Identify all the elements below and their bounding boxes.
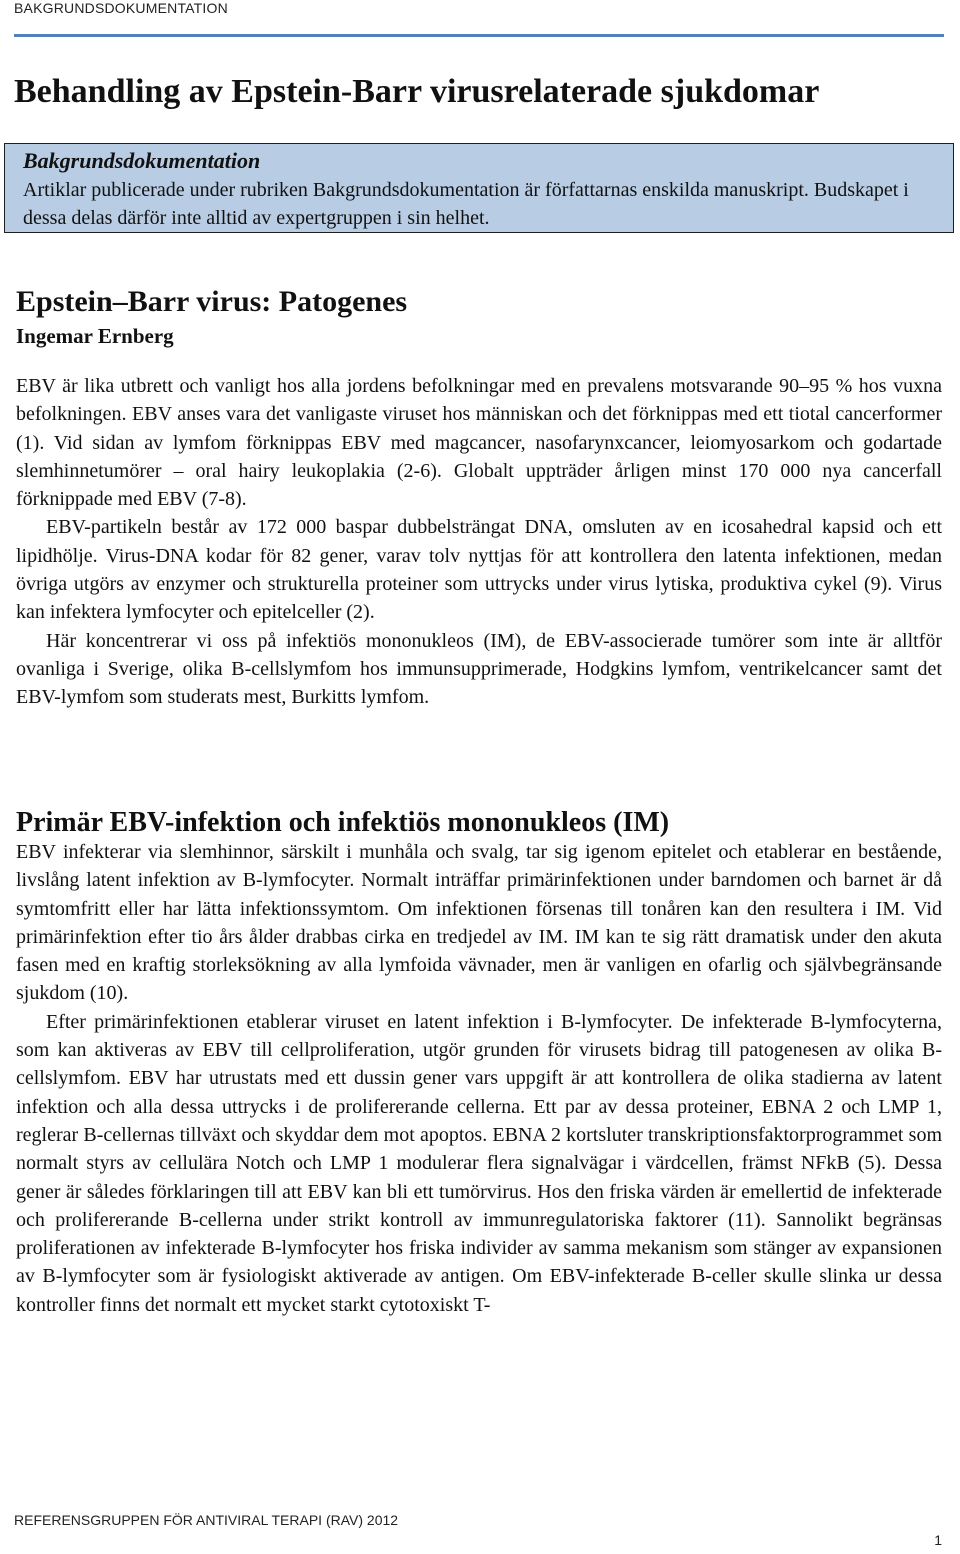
- header-rule: [14, 34, 944, 37]
- paragraph: EBV är lika utbrett och vanligt hos alla jordens befolkningar med en prevalens motsvarande 90–95 % hos vuxna befolkningen. EBV anses vara det vanligaste viruset hos människan och det förknippas med ett tiotal cancerformer (1). Vid sidan av lymfom förknippas EBV med magcancer, nasofarynxcancer, leiomyosarkom och godartade slemhinnetumörer – oral hairy leukoplakia (2-6). Globalt uppträder årligen minst 170 000 nya cancerfall förknippade med EBV (7-8).: [16, 375, 942, 511]
- paragraph: Efter primärinfektionen etablerar viruset en latent infektion i B-lymfocyter. De infekterade B-lymfocyterna, som kan aktiveras av EBV till cellproliferation, utgör grunden för virusets bidrag till patogenesen av olika B-cellslymfom. EBV har utrustats med ett dussin gener vars uppgift är att kontrollera de olika stadierna av latent infektion och alla dessa uttrycks i de prolifererande cellerna. Ett par av dessa proteiner, EBNA 2 och LMP 1, reglerar B-cellernas tillväxt och skyddar dem mot apoptos. EBNA 2 kortsluter transkriptionsfaktorprogrammet som normalt styrs av cellulära Notch och LMP 1 modulerar flera signalvägar i värdcellen, främst NFkB (5). Dessa gener är således förklaringen till att EBV kan bli ett tumörvirus. Hos den friska värden är emellertid de infekterade och prolifererande B-cellerna under strikt kontroll av immunregulatoriska faktorer (11). Sannolikt begränsas proliferationen av infekterade B-lymfocyter hos friska individer av samma mekanism som stänger av expansionen av B-lymfocyter som är fysiologiskt aktiverade av antigen. Om EBV-infekterade B-celler skulle slinka ur dessa kontroller finns det normalt ett mycket starkt cytotoxiskt T-: [16, 1010, 942, 1316]
- disclaimer-text: Artiklar publicerade under rubriken Bakgrundsdokumentation är författarnas enskilda manuskript. Budskapet i dessa delas därför inte alltid av expertgruppen i sin helhet.: [23, 179, 909, 229]
- running-header: BAKGRUNDSDOKUMENTATION: [14, 0, 228, 16]
- page-number: 1: [934, 1532, 942, 1548]
- article-body: [16, 372, 942, 712]
- section-body: [16, 838, 942, 1319]
- paragraph: EBV infekterar via slemhinnor, särskilt i munhåla och svalg, tar sig igenom epitelet och etablerar en bestående, livslång latent infektion av B-lymfocyter. Normalt inträffar primärinfektionen under barndomen och barnet är då symtomfritt eller har lätta infektionssymtom. Om infektionen försenas till tonåren kan den resultera i IM. Vid primärinfektion efter tio års ålder drabbas cirka en tredjedel av IM. IM kan te sig rätt dramatisk under den akuta fasen med en kraftig storleksökning av alla lymfoida vävnader, men är vanligen en ofarlig och självbegränsande sjukdom (10).: [16, 841, 942, 1005]
- section-heading: Primär EBV-infektion och infektiös mononukleos (IM): [16, 807, 670, 838]
- disclaimer-box: [4, 143, 954, 233]
- document-title: Behandling av Epstein-Barr virusrelaterade sjukdomar: [14, 73, 820, 110]
- article-title: Epstein–Barr virus: Patogenes: [16, 285, 408, 318]
- disclaimer-title: Bakgrundsdokumentation: [23, 148, 261, 173]
- footer-text: REFERENSGRUPPEN FÖR ANTIVIRAL TERAPI (RAV) 2012: [14, 1512, 399, 1528]
- paragraph: EBV-partikeln består av 172 000 baspar dubbelsträngat DNA, omsluten av en icosahedral kapsid och ett lipidhölje. Virus-DNA kodar för 82 gener, varav tolv nyttjas för att kontrollera den latenta infektionen, medan övriga utgörs av enzymer och strukturella proteiner som uttrycks under virus lytiska, produktiva cykel (9). Virus kan infektera lymfocyter och epitelceller (2).: [16, 516, 942, 624]
- article-author: Ingemar Ernberg: [16, 324, 174, 348]
- paragraph: Här koncentrerar vi oss på infektiös mononukleos (IM), de EBV-associerade tumörer som inte är alltför ovanliga i Sverige, olika B-cellslymfom hos immunsupprimerade, Hodgkins lymfom, ventrikelcancer samt det EBV-lymfom som studerats mest, Burkitts lymfom.: [16, 629, 942, 709]
